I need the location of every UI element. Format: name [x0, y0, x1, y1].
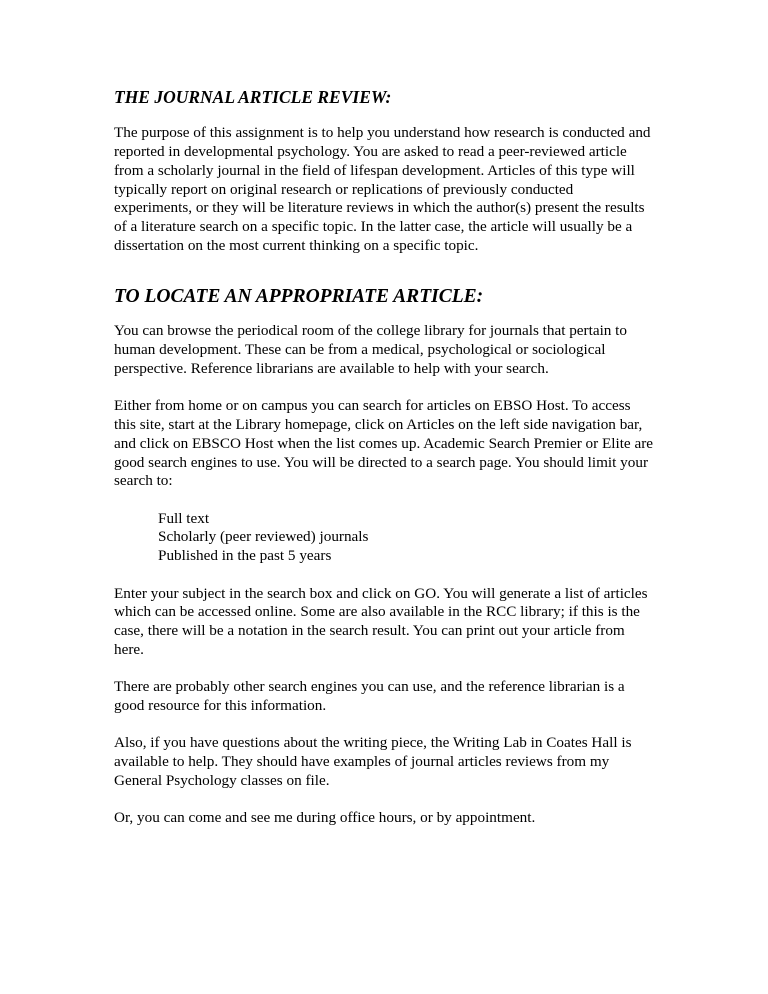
list-item: Full text	[158, 509, 210, 527]
document-page	[114, 88, 654, 847]
paragraph-ebso-host: Either from home or on campus you can search for articles on EBSO Host. To access this site, start at the Library homepage, click on Articles on the left side navigation bar, and click on EBSCO Host when the list comes up. Academic Search Premier or Elite are good search engines to use. You will be directed to a search page. You should limit your search to:	[114, 397, 654, 490]
list-item: Scholarly (peer reviewed) journals	[158, 528, 369, 546]
paragraph-other-engines: There are probably other search engines you can use, and the reference librarian is a good resource for this information.	[114, 678, 625, 715]
paragraph-browse: You can browse the periodical room of the college library for journals that pertain to human development. These can be from a medical, psychological or sociological perspective. Reference librarians are available to help with your search.	[114, 322, 627, 377]
paragraph-writing-lab: Also, if you have questions about the writing piece, the Writing Lab in Coates Hall is available to help. They should have examples of journal articles reviews from my General Psychology classes on file.	[114, 734, 632, 789]
paragraph-office-hours: Or, you can come and see me during office hours, or by appointment.	[114, 809, 536, 827]
list-item: Published in the past 5 years	[158, 547, 332, 565]
heading-journal-article-review: THE JOURNAL ARTICLE REVIEW:	[114, 87, 392, 107]
search-limits-list	[158, 510, 654, 566]
paragraph-enter-subject: Enter your subject in the search box and click on GO. You will generate a list of articles which can be accessed online. Some are also available in the RCC library; if this is the case, there will be a notation in the search result. You can print out your article from here.	[114, 584, 648, 658]
paragraph-purpose: The purpose of this assignment is to help you understand how research is conducted and reported in developmental psychology. You are asked to read a peer-reviewed article from a scholarly journal in the field of lifespan development. Articles of this type will typically report on original research or replications of previously conducted experiments, or they will be literature reviews in which the author(s) present the results of a literature search on a specific topic. In the latter case, the article will usually be a dissertation on the most current thinking on a specific topic.	[114, 124, 651, 255]
heading-locate-article: TO LOCATE AN APPROPRIATE ARTICLE:	[114, 285, 484, 307]
